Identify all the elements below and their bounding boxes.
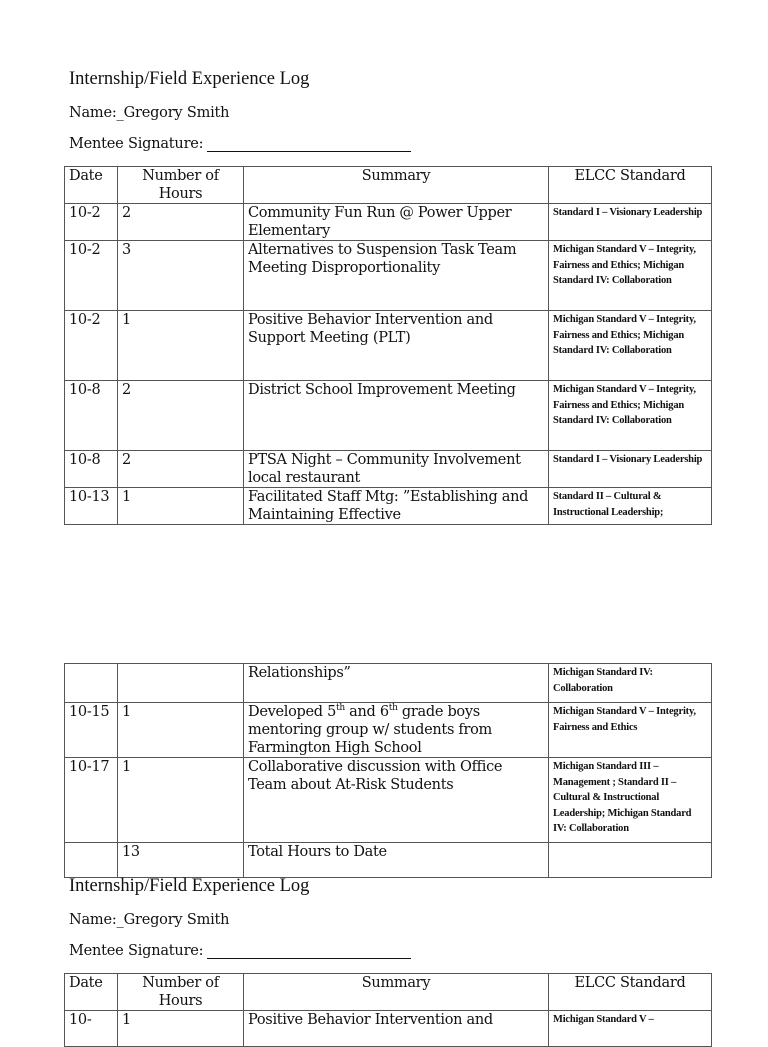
row-date <box>65 664 118 703</box>
log-table <box>64 166 712 525</box>
table-row <box>65 758 712 843</box>
name-line: Name:_Gregory Smith <box>69 105 230 121</box>
row-summary: Relationships” <box>244 664 549 703</box>
row-hours: 1 <box>118 758 244 843</box>
row-summary: Collaborative discussion with Office Team about At-Risk Students <box>244 758 549 843</box>
header-hours: Number of Hours <box>118 167 244 204</box>
row-date: 10- <box>65 1011 118 1047</box>
log-title-2: Internship/Field Experience Log <box>69 876 310 896</box>
row-hours: 2 <box>118 204 244 241</box>
total-row <box>65 843 712 878</box>
header-hours: Number of Hours <box>118 974 244 1011</box>
row-standard: Standard I – Visionary Leadership <box>549 204 712 241</box>
row-date: 10-2 <box>65 204 118 241</box>
row-summary: Positive Behavior Intervention and <box>244 1011 549 1047</box>
header-summary: Summary <box>244 974 549 1011</box>
row-hours: 1 <box>118 488 244 525</box>
row-standard: Michigan Standard III – Management ; Standard II – Cultural & Instructional Leadership; Michigan Standard IV: Collaboration <box>549 758 712 843</box>
header-standard: ELCC Standard <box>549 974 712 1011</box>
row-standard <box>549 843 712 878</box>
row-standard: Michigan Standard IV: Collaboration <box>549 664 712 703</box>
row-summary: Developed 5th and 6th grade boys mentoring group w/ students from Farmington High School <box>244 703 549 758</box>
row-summary: PTSA Night – Community Involvement local restaurant <box>244 451 549 488</box>
header-standard: ELCC Standard <box>549 167 712 204</box>
table-row <box>65 703 712 758</box>
row-summary: Positive Behavior Intervention and Support Meeting (PLT) <box>244 311 549 381</box>
row-date: 10-13 <box>65 488 118 525</box>
name-line-2: Name:_Gregory Smith <box>69 912 230 928</box>
row-standard: Michigan Standard V – Integrity, Fairness and Ethics <box>549 703 712 758</box>
log-title: Internship/Field Experience Log <box>69 69 310 89</box>
row-date: 10-8 <box>65 451 118 488</box>
row-summary: District School Improvement Meeting <box>244 381 549 451</box>
row-hours: 2 <box>118 381 244 451</box>
total-hours: 13 <box>118 843 244 878</box>
header-date: Date <box>65 974 118 1011</box>
table-row <box>65 451 712 488</box>
table-row <box>65 241 712 311</box>
mentee-signature-2 <box>69 943 411 959</box>
row-standard: Michigan Standard V – <box>549 1011 712 1047</box>
table-row <box>65 204 712 241</box>
row-hours <box>118 664 244 703</box>
table-header-row <box>65 167 712 204</box>
mentee-signature <box>69 136 411 152</box>
table-row <box>65 1011 712 1047</box>
log-table-continued <box>64 663 712 878</box>
table-row <box>65 381 712 451</box>
table-row <box>65 488 712 525</box>
row-standard: Michigan Standard V – Integrity, Fairness and Ethics; Michigan Standard IV: Collaboration <box>549 311 712 381</box>
row-date: 10-17 <box>65 758 118 843</box>
row-date: 10-15 <box>65 703 118 758</box>
row-date: 10-2 <box>65 241 118 311</box>
header-summary: Summary <box>244 167 549 204</box>
row-summary: Community Fun Run @ Power Upper Elementary <box>244 204 549 241</box>
row-date: 10-8 <box>65 381 118 451</box>
row-summary: Alternatives to Suspension Task Team Meeting Disproportionality <box>244 241 549 311</box>
row-standard: Michigan Standard V – Integrity, Fairness and Ethics; Michigan Standard IV: Collaboration <box>549 241 712 311</box>
row-hours: 1 <box>118 311 244 381</box>
row-summary: Facilitated Staff Mtg: ”Establishing and Maintaining Effective <box>244 488 549 525</box>
row-date <box>65 843 118 878</box>
row-standard: Standard I – Visionary Leadership <box>549 451 712 488</box>
row-hours: 2 <box>118 451 244 488</box>
table-row <box>65 311 712 381</box>
row-hours: 1 <box>118 703 244 758</box>
table-header-row <box>65 974 712 1011</box>
row-standard: Standard II – Cultural & Instructional Leadership; <box>549 488 712 525</box>
total-label: Total Hours to Date <box>244 843 549 878</box>
signature-line <box>207 944 411 959</box>
log-table-2 <box>64 973 712 1047</box>
signature-label: Mentee Signature: <box>69 943 204 959</box>
table-row <box>65 664 712 703</box>
signature-label: Mentee Signature: <box>69 136 204 152</box>
signature-line <box>207 137 411 152</box>
row-hours: 1 <box>118 1011 244 1047</box>
header-date: Date <box>65 167 118 204</box>
row-hours: 3 <box>118 241 244 311</box>
row-date: 10-2 <box>65 311 118 381</box>
row-standard: Michigan Standard V – Integrity, Fairness and Ethics; Michigan Standard IV: Collaboration <box>549 381 712 451</box>
